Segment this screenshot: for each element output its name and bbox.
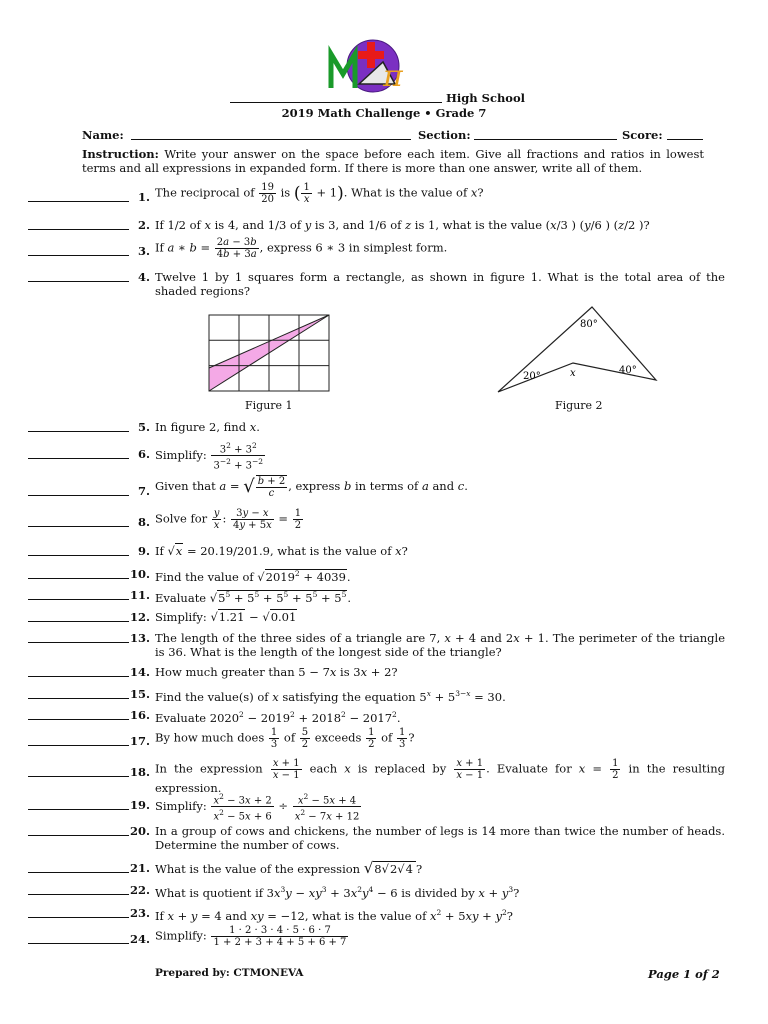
section-field[interactable] — [474, 139, 617, 140]
question-text: How much greater than 5 − 7x is 3x + 2? — [155, 665, 398, 679]
question-number: 18. — [129, 765, 150, 779]
question-text: In figure 2, find x. — [155, 420, 260, 434]
question-number: 24. — [129, 932, 150, 946]
section-label: Section: — [418, 128, 471, 142]
question-text: Evaluate $√5^5 + 5^5 + 5^5 + 5^5 + 5^5$. — [155, 590, 352, 605]
question-text: In a group of cows and chickens, the number of legs is 14 more than twice the number of heads. Determine the number of cows. — [155, 824, 725, 852]
figure-2-diagram — [495, 304, 660, 396]
question-text: Simplify: $\frac{x^2 - 3x + 2}{x^2 - 5x + 6}$ ÷ $\frac{x^2 - 5x + 4}{x^2 - 7x + 12}$ — [155, 792, 360, 823]
math-logo-image — [323, 38, 423, 94]
x-angle-label: x — [570, 368, 576, 379]
instruction-label: Instruction: — [82, 147, 159, 161]
question-text: Simplify: $\frac{3^2 + 3^2}{3^{-2} + 3^{-2}}$ — [155, 441, 264, 472]
question-number: 12. — [129, 610, 150, 624]
question-text: What is the value of the expression √8√2√4 ? — [155, 859, 423, 877]
question-number: 15. — [129, 687, 150, 701]
page-number: Page 1 of 2 — [648, 967, 720, 981]
question-text: Twelve 1 by 1 squares form a rectangle, as shown in figure 1. What is the total area of the shaded regions? — [155, 270, 725, 298]
school-suffix: High School — [446, 91, 526, 105]
score-field[interactable] — [667, 139, 703, 140]
page-subtitle: 2019 Math Challenge • Grade 7 — [281, 106, 487, 120]
question-number: 20. — [129, 824, 150, 838]
angle-label: 20° — [523, 371, 541, 382]
question-number: 17. — [129, 734, 150, 748]
question-text: Evaluate $2020^2 - 2019^2 + 2018^2 - 2017^2$. — [155, 710, 401, 725]
figure-2-caption: Figure 2 — [555, 399, 603, 412]
name-label: Name: — [82, 128, 124, 142]
question-number: 16. — [129, 708, 150, 722]
question-text: Solve for $\frac{y}{x}$ : $\frac{3y - x}{4y + 5x}$ = $\frac{1}{2}$ — [155, 508, 302, 531]
question-text: Simplify: √1.21 − √0.01 — [155, 610, 297, 624]
question-number: 1. — [137, 190, 150, 204]
question-number: 23. — [129, 906, 150, 920]
prepared-by: Prepared by: CTMONEVA — [155, 967, 304, 979]
instruction-text: Write your answer on the space before each item. Give all fractions and ratios in lowest terms and all expressions in expanded form. If there is more than one answer, write all of them. — [82, 147, 705, 175]
instruction-block — [82, 147, 704, 175]
question-number: 5. — [137, 420, 150, 434]
angle-label: 80° — [580, 319, 598, 330]
question-text: If a ∗ b = $\frac{2a - 3b}{4b + 3a}$ , express 6 ∗ 3 in simplest form. — [155, 237, 448, 260]
name-field[interactable] — [131, 139, 411, 140]
question-number: 2. — [137, 218, 150, 232]
question-number: 4. — [137, 270, 150, 284]
score-label: Score: — [622, 128, 663, 142]
question-text: Find the value of $√2019^2 + 4039$. — [155, 569, 351, 584]
question-number: 22. — [129, 883, 150, 897]
question-text: Find the value(s) of x satisfying the equation $5^x + 5^{3-x} = 30$. — [155, 689, 506, 704]
question-number: 7. — [137, 484, 150, 498]
question-text: If √x = 20.19/201.9, what is the value of x? — [155, 544, 408, 558]
question-number: 3. — [137, 244, 150, 258]
question-text: Simplify: $\frac{1 \cdot 2 \cdot 3 \cdot 4 \cdot 5 \cdot 6 \cdot 7}{1 + 2 + 3 + 4 + 5 + 6 + 7}$ — [155, 925, 347, 948]
svg-text:π: π — [383, 59, 403, 94]
figure-1-caption: Figure 1 — [245, 399, 293, 412]
figure-1-grid — [207, 313, 331, 393]
question-number: 6. — [137, 447, 150, 461]
question-number: 13. — [129, 631, 150, 645]
question-text: The length of the three sides of a triangle are 7, x + 4 and 2x + 1. The perimeter of the triangle is 36. What is the length of the longest side of the triangle? — [155, 631, 726, 659]
question-text: In the expression $\frac{x + 1}{x - 1}$ each x is replaced by $\frac{x + 1}{x - 1}$ . Evaluate for x = $\frac{1}{2}$ in the resulting expression. — [155, 758, 725, 795]
question-text: Given that a = √ $\frac{b + 2}{c}$ , express b in terms of a and c. — [155, 476, 468, 499]
question-text: By how much does $\frac{1}{3}$ of $\frac{5}{2}$ exceeds $\frac{1}{2}$ of $\frac{1}{3}$ ? — [155, 727, 415, 750]
question-number: 19. — [129, 798, 150, 812]
question-number: 10. — [129, 567, 150, 581]
question-text: What is quotient if $3x^3y - xy^3 + 3x^2y^4 - 6$ is divided by $x + y^3$? — [155, 885, 520, 900]
question-number: 14. — [129, 665, 150, 679]
question-number: 21. — [129, 861, 150, 875]
question-number: 8. — [137, 515, 150, 529]
school-name-blank[interactable] — [230, 102, 442, 103]
question-text: If 1/2 of x is 4, and 1/3 of y is 3, and 1/6 of z is 1, what is the value (x/3 ) (y/6 ) (z/2 )? — [155, 218, 650, 232]
question-number: 11. — [129, 588, 150, 602]
angle-label: 40° — [619, 365, 637, 376]
question-number: 9. — [137, 544, 150, 558]
question-text: If x + y = 4 and xy = −12, what is the value of $x^2 + 5xy + y^2$? — [155, 908, 513, 923]
question-text: The reciprocal of $\frac{19}{20}$ is ( $\frac{1}{x}$ + 1). What is the value of x? — [155, 182, 484, 205]
